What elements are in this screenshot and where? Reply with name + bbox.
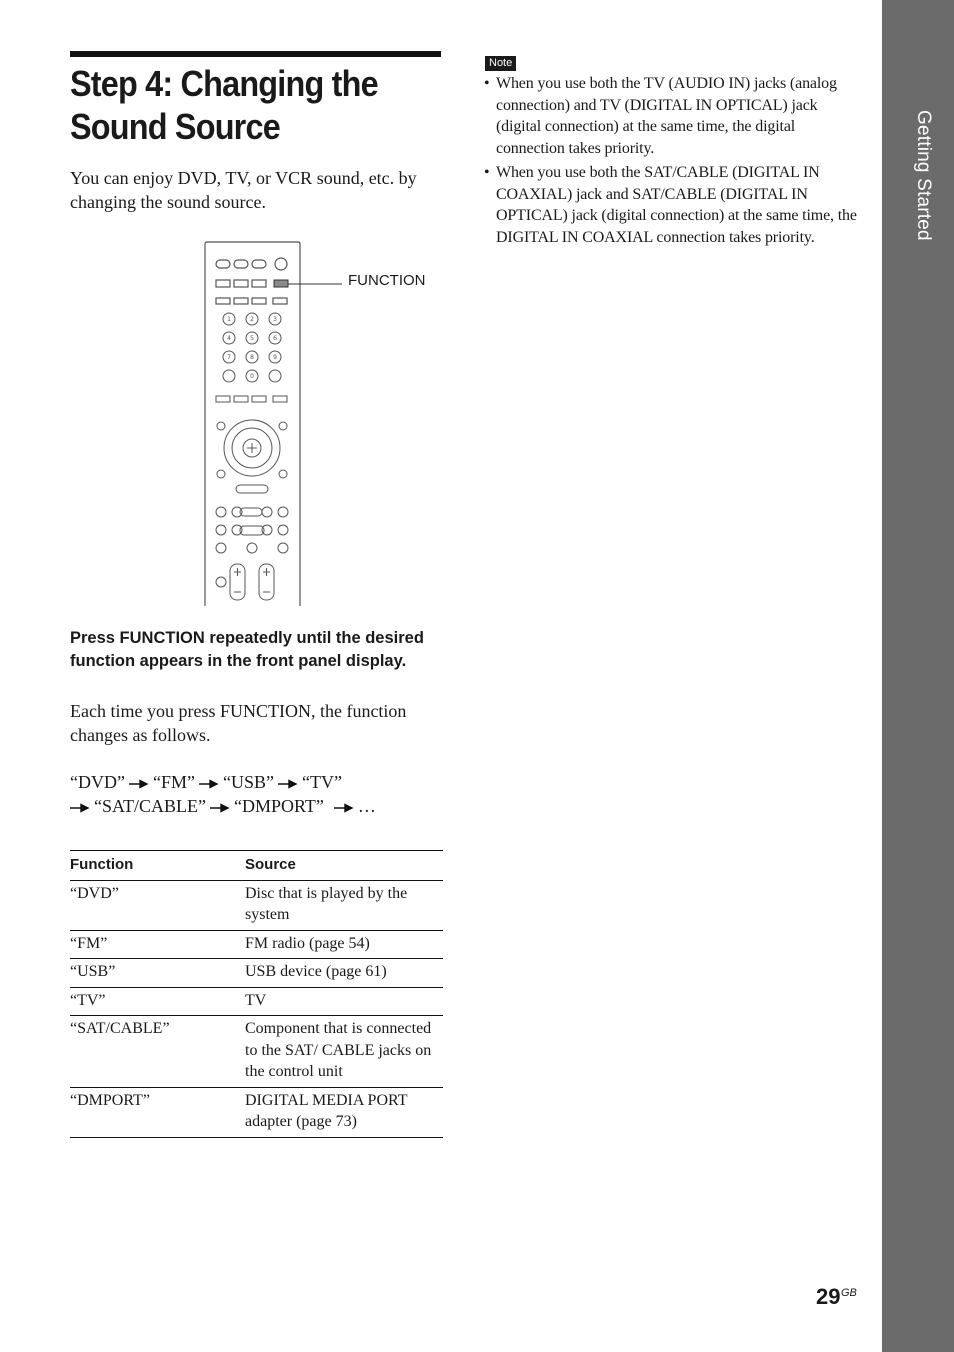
table-cell-function: “FM” (70, 930, 245, 959)
arrow-right-icon (199, 779, 219, 789)
table-cell-function: “TV” (70, 987, 245, 1016)
note-item: • When you use both the TV (AUDIO IN) jacks (analog connection) and TV (DIGITAL IN OPTICAL) jack (digital connection) at the same time, the digital connection takes priority. (484, 73, 859, 160)
page-number-suffix: GB (841, 1287, 857, 1299)
note-list (484, 73, 859, 251)
sequence-item: “FM” (152, 772, 195, 792)
page-title: Step 4: Changing the Sound Source (70, 63, 378, 147)
sequence-item: “SAT/CABLE” (94, 796, 206, 816)
remote-key-8: 8 (250, 354, 254, 361)
table-header-row (70, 851, 443, 881)
table-cell-source: USB device (page 61) (245, 959, 443, 988)
remote-control-illustration (190, 236, 430, 608)
remote-key-2: 2 (250, 316, 254, 323)
table-cell-source: DIGITAL MEDIA PORT adapter (page 73) (245, 1087, 443, 1137)
table-row (70, 930, 443, 959)
table-cell-function: “SAT/CABLE” (70, 1016, 245, 1088)
table-row (70, 959, 443, 988)
sequence-line-1 (70, 770, 460, 794)
table-cell-function: “USB” (70, 959, 245, 988)
column-header-function: Function (70, 851, 245, 881)
remote-key-6: 6 (273, 335, 277, 342)
table-row (70, 1016, 443, 1088)
table-cell-function: “DVD” (70, 880, 245, 930)
table-row (70, 880, 443, 930)
title-rule (70, 51, 441, 57)
explanation-paragraph: Each time you press FUNCTION, the function changes as follows. (70, 701, 407, 745)
table-cell-function: “DMPORT” (70, 1087, 245, 1137)
table-cell-source: TV (245, 987, 443, 1016)
instruction-heading: Press FUNCTION repeatedly until the desired function appears in the front panel display. (70, 629, 424, 670)
table-row (70, 987, 443, 1016)
remote-key-0: 0 (250, 373, 254, 380)
remote-key-7: 7 (227, 354, 231, 361)
remote-key-4: 4 (227, 335, 231, 342)
arrow-right-icon (129, 779, 149, 789)
table-cell-source: FM radio (page 54) (245, 930, 443, 959)
sequence-line-2 (70, 794, 460, 818)
table-cell-source: Component that is connected to the SAT/ CABLE jacks on the control unit (245, 1016, 443, 1088)
arrow-right-icon (210, 803, 230, 813)
table-row (70, 1087, 443, 1137)
remote-key-1: 1 (227, 316, 231, 323)
sequence-item: “DMPORT” (234, 796, 324, 816)
column-header-source: Source (245, 851, 443, 881)
note-badge: Note (485, 56, 516, 71)
table-cell-source: Disc that is played by the system (245, 880, 443, 930)
function-source-table (70, 850, 443, 1138)
remote-key-9: 9 (273, 354, 277, 361)
arrow-right-icon (334, 803, 354, 813)
sequence-item: “USB” (222, 772, 274, 792)
sequence-item: “DVD” (70, 772, 125, 792)
arrow-right-icon (278, 779, 298, 789)
intro-paragraph: You can enjoy DVD, TV, or VCR sound, etc. by changing the sound source. (70, 168, 417, 212)
page-number: 29 (816, 1284, 841, 1309)
function-callout-label: FUNCTION (348, 272, 426, 289)
remote-key-5: 5 (250, 335, 254, 342)
sequence-item: … (357, 796, 376, 816)
arrow-right-icon (70, 803, 90, 813)
sequence-item: “TV” (301, 772, 342, 792)
section-tab-label: Getting Started (913, 110, 934, 241)
remote-key-3: 3 (273, 316, 277, 323)
note-item: • When you use both the SAT/CABLE (DIGITAL IN COAXIAL) jack and SAT/CABLE (DIGITAL IN OPTICAL) jack (digital connection) at the same time, the DIGITAL IN COAXIAL connection takes priority. (484, 162, 859, 249)
function-sequence (70, 770, 460, 818)
function-button-highlight (274, 280, 288, 287)
